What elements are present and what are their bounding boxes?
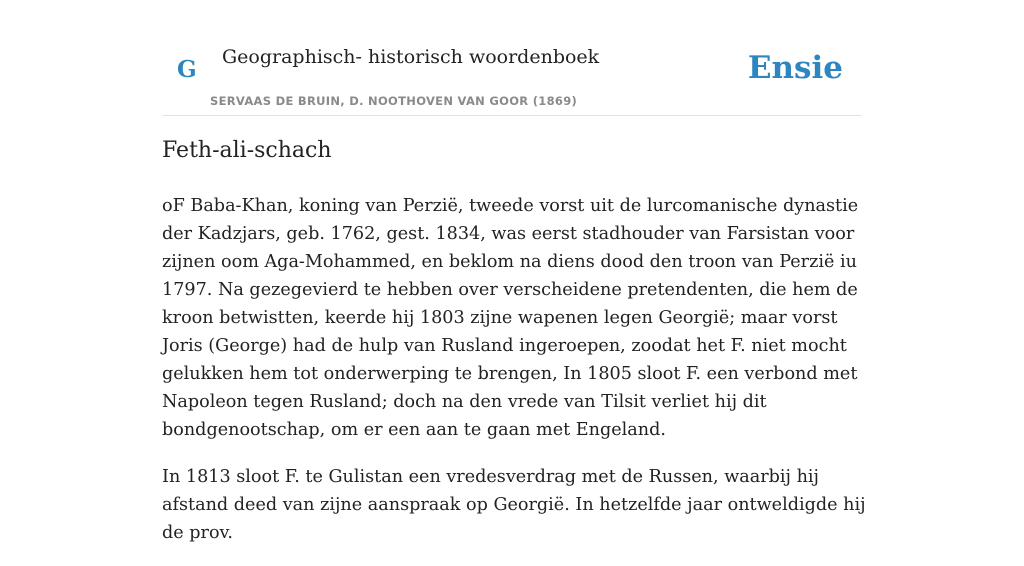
- entry-paragraph: oF Baba-Khan, koning van Perzië, tweede vorst uit de lurcomanische dynastie der Kadzjars, geb. 1762, gest. 1834, was eerst stadhouder van Farsistan voor zijnen oom Aga-Mohammed, en beklom na diens dood den troon van Perzië iu 1797. Na gezegevierd te hebben over verscheidene pretendenten, die hem de kroon betwistten, keerde hij 1803 zijne wapenen legen Georgië; maar vorst Joris (George) had de hulp van Rusland ingeroepen, zoodat het F. niet mocht gelukken hem tot onderwerping te brengen, In 1805 sloot F. een verbond met Napoleon tegen Rusland; doch na den vrede van Tilsit verliet hij dit bondgenootschap, om er een aan te gaan met Engeland.: [162, 196, 859, 440]
- book-title-link[interactable]: Geographisch- historisch woordenboek: [222, 46, 600, 68]
- book-logo-icon[interactable]: G: [177, 56, 197, 83]
- site-header: [162, 40, 862, 116]
- book-author: SERVAAS DE BRUIN, D. NOOTHOVEN VAN GOOR (1869): [210, 94, 578, 108]
- entry-body: [162, 192, 867, 566]
- brand-logo[interactable]: Ensie: [747, 50, 843, 86]
- entry-title: Feth-ali-schach: [162, 138, 332, 163]
- entry-paragraph: In 1813 sloot F. te Gulistan een vredesverdrag met de Russen, waarbij hij afstand deed van zijne aanspraak op Georgië. In hetzelfde jaar ontweldigde hij de prov.: [162, 467, 866, 543]
